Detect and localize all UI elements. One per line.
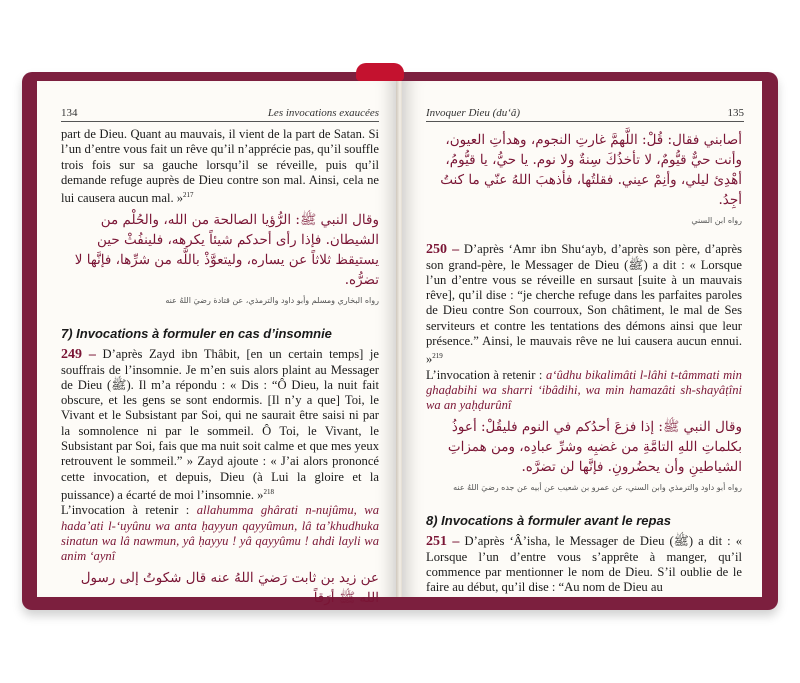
bookmark-ribbon[interactable]	[356, 63, 404, 81]
hadith-number: 251 –	[426, 534, 460, 550]
right-page	[402, 81, 762, 597]
running-title: Invoquer Dieu (du‘â)	[426, 107, 521, 119]
hadith-paragraph: 249 – D’après Zayd ibn Thâbit, [en un certain temps] je souffrais de l’insomnie. Je m’en suis alors plaint au Messager de Dieu (ﷺ). Il m’a répondu : « Dis : “Ô Dieu, la nuit fait obscure, et les gens se sont endormis. [Il n’y a que] Toi, le Vivant et le Subsistant par Soi, qui ne saurait être saisi ni par la somnolence ni par le sommeil. Ô Toi, le Vivant, le Subsistant par Soi, fais que ma nuit soit calme et que mes yeux retrouvent le sommeil.” » Zayd ajoute : « J’ai alors prononcé cette invocation, et depuis, Dieu (à Lui la gloire et la puissance) a écarté de moi l’insomnie. »$^{218}$	[61, 347, 380, 503]
transliteration: allahumma ghârati n-nujûmu, wa hada’ati l-‘uyûnu wa anta ḥayyun qayyûmun, lâ ta’khudhuka sinatun wa lâ nawmun, yâ ḥayyu ! yâ qayyûmu ! ahdi layli wa anim ‘aynî	[61, 503, 379, 564]
arabic-source: رواه البخاري ومسلم وأبو داود والترمذي، عن قتادة رضيَ اللهُ عنه	[165, 295, 379, 305]
transliteration: a‘ûdhu bikalimâti l-lâhi t-tâmmati min ghaḍabihi wa sharri ‘ibâdihi, wa min hamazâti sh-shayâṭîni wa an yaḥḍurûnî	[426, 367, 742, 413]
right-page-content	[426, 127, 742, 596]
page-number: 135	[727, 107, 744, 119]
invocation-paragraph	[426, 368, 742, 414]
section-title: 7) Invocations à formuler en cas d’insomnie	[61, 325, 332, 341]
hadith-number: 250 –	[426, 242, 460, 258]
paragraph: part de Dieu. Quant au mauvais, il vient de la part de Satan. Si l’un d’entre vous fait un rêve qu’il n’apprécie pas, qu’il souffle trois fois sur sa gauche lorsqu’il se réveille, puis qu’il demande refuge auprès de Dieu contre son mal. Ainsi, cela ne lui causera aucun mal. »$^{217}$	[61, 127, 379, 206]
left-page-header	[61, 103, 379, 122]
hadith-paragraph: 251 – D’après ‘Â’isha, le Messager de Dieu (ﷺ) a dit : « Lorsque l’un d’entre vous s’apprête à manger, qu’il commence par mentionner le nom de Dieu. S’il oublie de le faire au début, qu’il dise : “Au nom de Dieu au	[426, 534, 743, 595]
footnote-ref: 219	[432, 352, 443, 361]
footnote-ref: 218	[263, 487, 274, 496]
arabic-source: رواه أبو داود والترمذي وابن السني، عن عمرو بن شعيب عن أبيه عن جده رضيَ اللهُ عنه	[453, 482, 742, 492]
left-page-content	[61, 127, 379, 611]
arabic-source: رواه ابن السني	[691, 216, 742, 225]
hadith-number: 249 –	[61, 347, 96, 363]
arabic-text: أصابني فقال: قُلْ: اللَّهمَّ غارتِ النجوم، وهدأتِ العيون، وأنت حيٌّ قيُّومٌ، لا تأخذُكَ سِنةٌ ولا نوم. يا حيُّ، يا قيُّومُ، أهْدِئ ليلي، وأنِمْ عيني. فقلتُها، فأذهبَ اللهُ عنّي ما كنتُ أجِدُ.	[440, 132, 742, 208]
invocation-paragraph	[61, 503, 379, 564]
invocation-label: L’invocation à retenir :	[61, 503, 190, 518]
hadith-paragraph: 250 – D’après ‘Amr ibn Shu‘ayb, d’après son père, d’après son grand-père, le Messager de Dieu (ﷺ) a dit : « Lorsque l’un d’entre vous se réveille en sursaut [suite à un mauvais rêve], qu’il dise : “je cherche refuge dans les parfaites paroles de Dieu contre Son courroux, Son châtiment, le mal de Ses serviteurs et contre les tentations des démons ainsi que leur présence.” Ainsi, le mauvais rêve ne lui causera aucun ennui. »$^{219}$	[426, 242, 742, 367]
arabic-text: عن زيد بن ثابت رَضيَ اللهُ عنه قال شكوتُ إلى رسول الله ﷺ أرَقاً	[80, 569, 379, 606]
left-page	[37, 81, 398, 606]
page-number: 134	[61, 107, 78, 119]
right-page-header	[426, 103, 744, 122]
arabic-text: وقال النبي ﷺ: الرُّؤيا الصالحة من الله، والحُلْم من الشيطان. فإذا رأى أحدكم شيئاً يكرهه، فلينفُثْ حين يستيقظ ثلاثاً عن يساره، وليتعوَّذْ باللَّه من شرِّها، فإنَّها لا تضرُّه.	[74, 211, 379, 288]
footnote-ref: 217	[183, 191, 194, 200]
section-title: 8) Invocations à formuler avant le repas	[426, 513, 671, 529]
invocation-label: L’invocation à retenir :	[426, 367, 543, 382]
running-title: Les invocations exaucées	[267, 107, 379, 119]
arabic-text: وقال النبي ﷺ: إذا فزعَ أحدُكم في النوم فليقُلْ: أعوذُ بكلماتِ اللهِ التامَّةِ من غضبِه وشرِّ عبادِه، ومن همزاتِ الشياطينِ وأن يحضُرونِ. فإنَّها لن تضرَّه.	[447, 418, 742, 475]
